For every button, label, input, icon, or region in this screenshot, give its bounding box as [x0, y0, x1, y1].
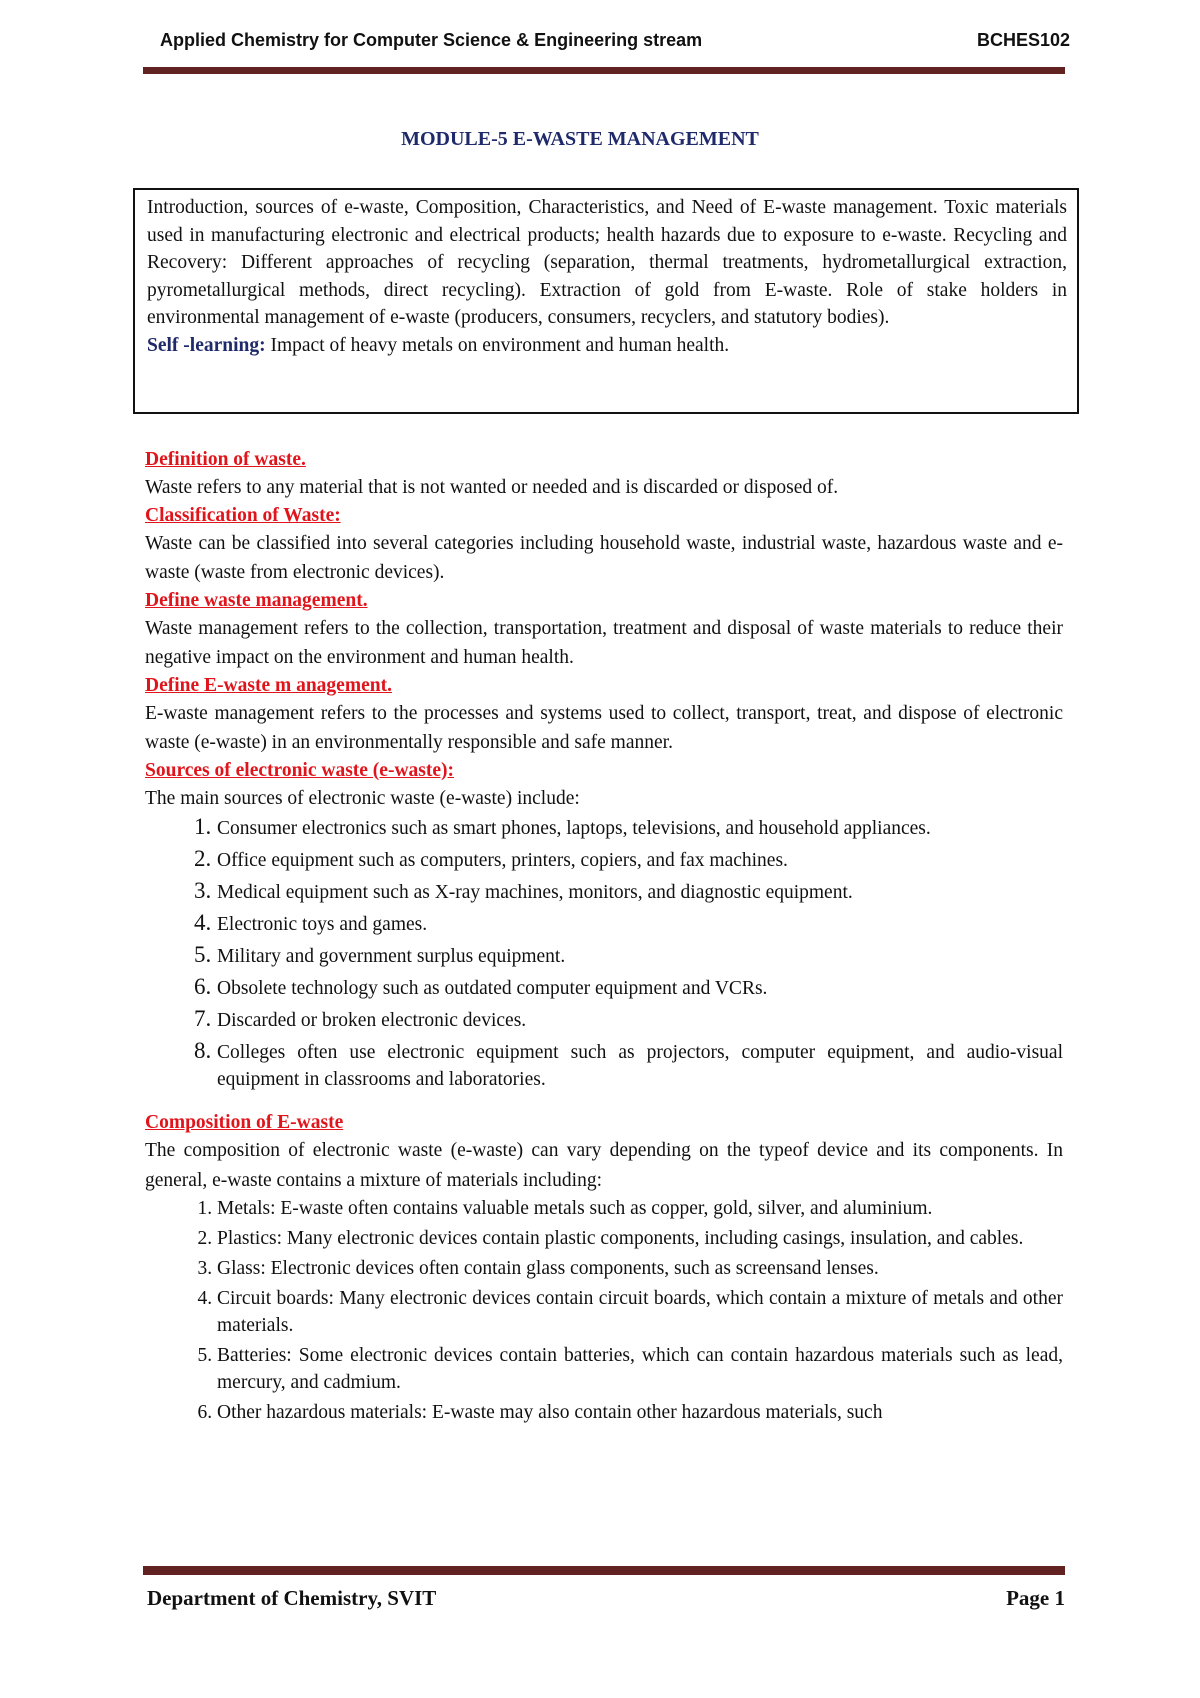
header-code: BCHES102	[976, 30, 1070, 50]
self-learning	[147, 332, 1067, 360]
self-learning-text: Impact of heavy metals on environment and human health.	[265, 334, 730, 356]
footer-divider	[143, 1566, 1065, 1575]
list-item: 6. Obsolete technology such as outdated computer equipment and VCRs.	[217, 973, 1063, 1005]
composition-list	[145, 1195, 1063, 1429]
page-title: MODULE-5 E-WASTE MANAGEMENT	[401, 128, 759, 150]
list-item: 6. Other hazardous materials: E-waste may also contain other hazardous materials, such	[217, 1399, 1063, 1429]
section-body: The composition of electronic waste (e-waste) can vary depending on the typeof device and its components. In general, e-waste contains a mixture of materials including:	[145, 1140, 1063, 1191]
list-item: 5. Batteries: Some electronic devices contain batteries, which can contain hazardous materials such as lead, mercury, and cadmium.	[217, 1342, 1063, 1399]
section-heading: Define waste management.	[145, 589, 368, 611]
list-item: 8. Colleges often use electronic equipment such as projectors, computer equipment, and audio-visual equipment in classrooms and laboratories.	[217, 1037, 1063, 1096]
list-item: 3. Glass: Electronic devices often contain glass components, such as screensand lenses.	[217, 1255, 1063, 1285]
section-body: E-waste management refers to the processes and systems used to collect, transport, treat, and dispose of electronic waste (e-waste) in an environmentally responsible and safe manner.	[145, 702, 1063, 753]
footer-department: Department of Chemistry, SVIT	[147, 1586, 437, 1610]
section-heading: Composition of E-waste	[145, 1112, 344, 1133]
section-body: The main sources of electronic waste (e-waste) include:	[145, 787, 580, 809]
section-body: Waste refers to any material that is not wanted or needed and is discarded or disposed of.	[145, 477, 839, 498]
list-item: 2. Office equipment such as computers, printers, copiers, and fax machines.	[217, 845, 1063, 877]
section-heading: Definition of waste.	[145, 449, 306, 470]
list-item: 5. Military and government surplus equipment.	[217, 941, 1063, 973]
content	[145, 447, 1063, 1429]
footer-page-number: Page 1	[1006, 1586, 1065, 1610]
header-course: Applied Chemistry for Computer Science & Engineering stream	[160, 30, 703, 50]
list-item: 7. Discarded or broken electronic devices.	[217, 1005, 1063, 1037]
header-divider	[143, 67, 1065, 74]
section-body: Waste can be classified into several categories including household waste, industrial waste, hazardous waste and e-waste (waste from electronic devices).	[145, 532, 1063, 583]
syllabus-box	[133, 188, 1079, 414]
list-item: 3. Medical equipment such as X-ray machines, monitors, and diagnostic equipment.	[217, 877, 1063, 909]
section-heading: Classification of Waste:	[145, 504, 341, 526]
section-heading: Define E-waste m anagement.	[145, 674, 392, 696]
list-item: 1. Metals: E-waste often contains valuable metals such as copper, gold, silver, and aluminium.	[217, 1195, 1063, 1225]
self-learning-label: Self -learning:	[147, 334, 266, 356]
sources-list	[145, 813, 1063, 1096]
section-heading: Sources of electronic waste (e-waste):	[145, 759, 455, 781]
list-item: 4. Electronic toys and games.	[217, 909, 1063, 941]
section-body: Waste management refers to the collection, transportation, treatment and disposal of waste materials to reduce their negative impact on the environment and human health.	[145, 617, 1063, 668]
syllabus-text: Introduction, sources of e-waste, Composition, Characteristics, and Need of E-waste management. Toxic materials used in manufacturing electronic and electrical products; health hazards due to exposure to e-waste. Recycling and Recovery: Different approaches of recycling (separation, thermal treatments, hydrometallurgical extraction, pyrometallurgical methods, direct recycling). Extraction of gold from E-waste. Role of stake holders in environmental management of e-waste (producers, consumers, recyclers, and statutory bodies).	[147, 197, 1067, 328]
list-item: 4. Circuit boards: Many electronic devices contain circuit boards, which contain a mixture of metals and other materials.	[217, 1285, 1063, 1342]
list-item: 1. Consumer electronics such as smart phones, laptops, televisions, and household appliances.	[217, 813, 1063, 845]
list-item: 2. Plastics: Many electronic devices contain plastic components, including casings, insulation, and cables.	[217, 1225, 1063, 1255]
